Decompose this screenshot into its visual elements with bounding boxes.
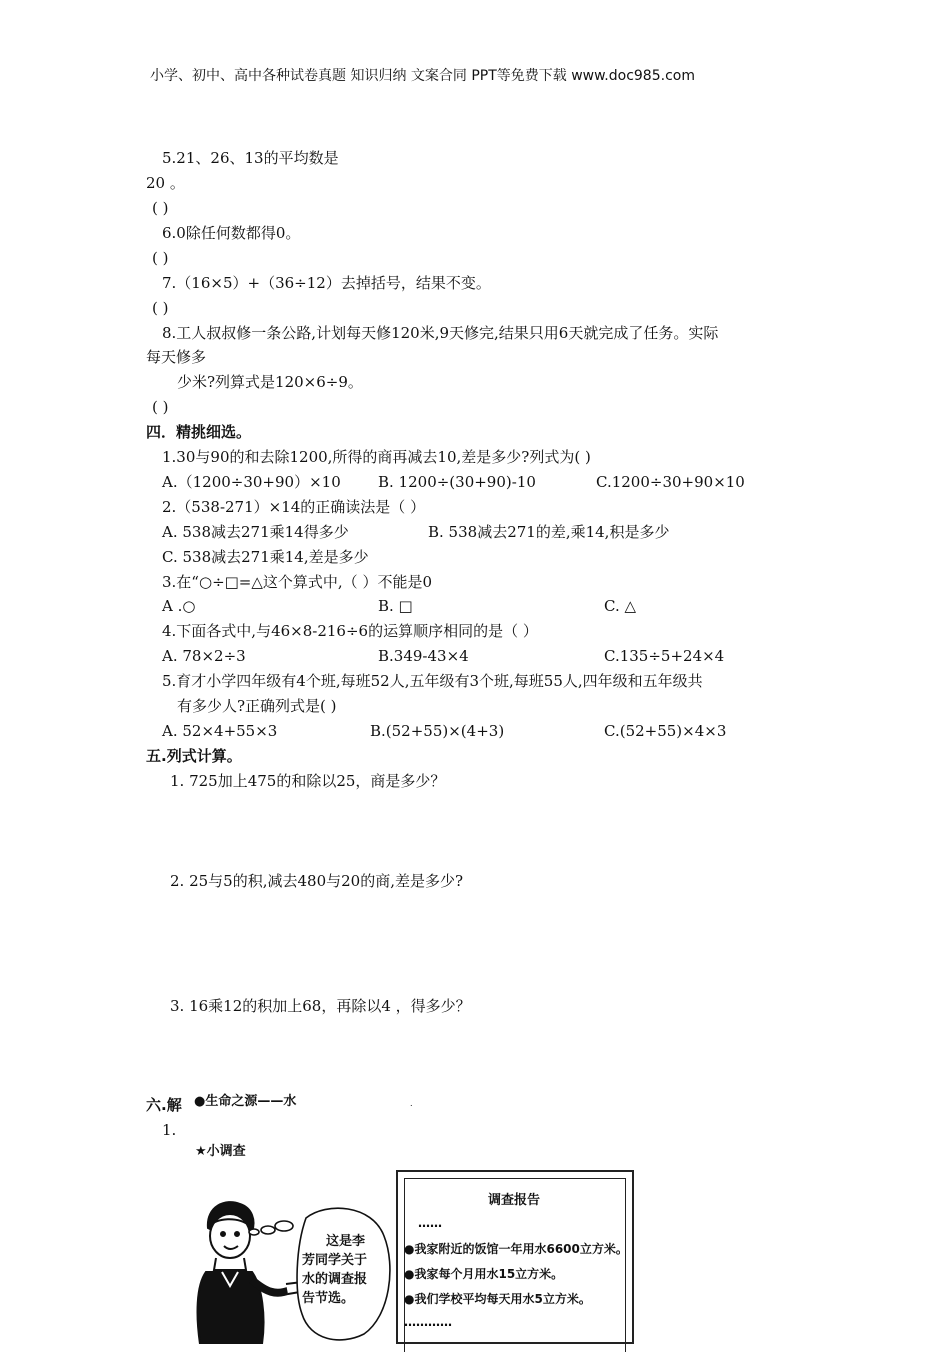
- report-title: 调查报告: [488, 1193, 541, 1208]
- calc-q1: 1. 725加上475的和除以25，商是多少？: [170, 772, 446, 790]
- dot-mark: .: [410, 1099, 413, 1108]
- choice-q4-a: A. 78×2÷3: [162, 647, 246, 665]
- judge-q8-line1: 8.工人叔叔修一条公路,计划每天修120米,9天修完,结果只用6天就完成了任务。实际: [162, 324, 719, 342]
- bubble-line-3: 水的调查报: [302, 1272, 368, 1287]
- choice-q2-b: B. 538减去271的差,乘14,积是多少: [428, 523, 670, 541]
- choice-q1: 1.30与90的和去除1200,所得的商再减去10,差是多少?列式为( ): [162, 448, 591, 466]
- judge-q5-line1: 5.21、26、13的平均数是: [162, 149, 339, 167]
- choice-q3: 3.在“○÷□=△这个算式中,（ ）不能是0: [162, 573, 432, 591]
- survey-label: ★小调查: [195, 1144, 246, 1159]
- choice-q1-c: C.1200÷30+90×10: [596, 473, 745, 491]
- report-line: ●我家每个月用水15立方米。: [404, 1267, 564, 1281]
- choice-q3-b: B. □: [378, 597, 413, 615]
- bubble-line-4: 告节选。: [302, 1291, 355, 1306]
- bubble-line-1: 这是李: [326, 1234, 366, 1249]
- judge-q8-line3: 少米?列算式是120×6÷9。: [177, 373, 363, 391]
- choice-q1-b: B. 1200÷(30+90)-10: [378, 473, 536, 491]
- choice-q5-c: C.(52+55)×4×3: [604, 722, 727, 740]
- answer-paren: ( ): [152, 299, 169, 317]
- section-5-title: 五.列式计算。: [146, 747, 242, 765]
- choice-q5-a: A. 52×4+55×3: [162, 722, 278, 740]
- section-4-title: 四．精挑细选。: [146, 423, 252, 441]
- choice-q4: 4.下面各式中,与46×8-216÷6的运算顺序相同的是（ ）: [162, 622, 538, 640]
- judge-q5-line2: 20 。: [146, 174, 185, 192]
- choice-q4-c: C.135÷5+24×4: [604, 647, 725, 665]
- report-line: ……: [418, 1216, 442, 1230]
- answer-paren: ( ): [152, 249, 169, 267]
- choice-q5-b: B.(52+55)×(4+3): [370, 722, 505, 740]
- judge-q6: 6.0除任何数都得0。: [162, 224, 301, 242]
- answer-paren: ( ): [152, 398, 169, 416]
- report-line: ●我们学校平均每天用水5立方米。: [404, 1292, 591, 1306]
- judge-q8-line2: 每天修多: [146, 348, 207, 366]
- calc-q2: 2. 25与5的积,减去480与20的商,差是多少?: [170, 872, 464, 890]
- answer-paren: ( ): [152, 199, 169, 217]
- choice-q5-line1: 5.育才小学四年级有4个班,每班52人,五年级有3个班,每班55人,四年级和五年级共: [162, 672, 703, 690]
- choice-q2-c: C. 538减去271乘14,差是多少: [162, 548, 369, 566]
- choice-q4-b: B.349-43×4: [378, 647, 469, 665]
- bubble-line-2: 芳同学关于: [302, 1253, 368, 1268]
- calc-q3: 3. 16乘12的积加上68，再除以4 ，得多少？: [170, 997, 471, 1015]
- choice-q3-c: C. △: [604, 597, 637, 615]
- judge-q7: 7.（16×5）+（36÷12）去掉括号，结果不变。: [162, 274, 491, 292]
- section-6-title: 六.解: [146, 1096, 182, 1114]
- page-header: 小学、初中、高中各种试卷真题 知识归纳 文案合同 PPT等免费下载 www.doc985.com: [150, 68, 695, 84]
- choice-q1-a: A.（1200÷30+90）×10: [162, 473, 341, 491]
- choice-q2-a: A. 538减去271乘14得多少: [162, 523, 349, 541]
- report-line: ●我家附近的饭馆一年用水6600立方米。: [404, 1242, 628, 1256]
- choice-q5-line2: 有多少人?正确列式是( ): [177, 697, 337, 715]
- choice-q2: 2.（538-271）×14的正确读法是（ ）: [162, 498, 426, 516]
- choice-q3-a: A .○: [162, 597, 196, 615]
- report-line: …………: [404, 1315, 452, 1329]
- survey-report-box: [396, 1170, 634, 1344]
- water-banner: ●生命之源——水: [194, 1094, 297, 1109]
- problem-number: 1.: [162, 1121, 177, 1139]
